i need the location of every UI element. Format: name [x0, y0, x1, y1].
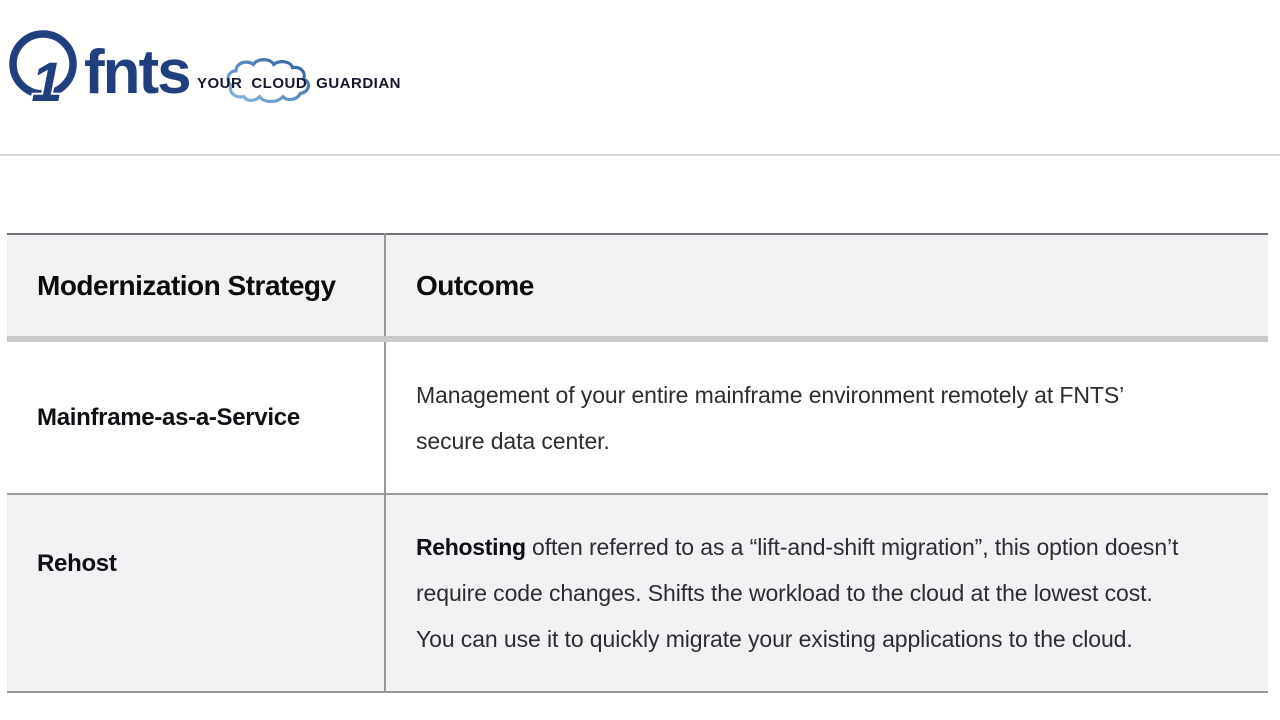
brand-tagline: [197, 74, 401, 98]
strategy-cell-rehost: Rehost: [7, 494, 385, 692]
header-cell-outcome: Outcome: [385, 234, 1268, 339]
outcome-line: Management of your entire mainframe environment remotely at FNTS’: [416, 381, 1125, 408]
tagline-cloud: CLOUD: [251, 75, 308, 92]
outcome-cell-mainframe: [385, 339, 1268, 494]
outcome-line: secure data center.: [416, 427, 610, 454]
outcome-line-text: often referred to as a “lift-and-shift migration”, this option doesn’t: [525, 534, 1179, 560]
tagline-guardian: GUARDIAN: [316, 75, 402, 92]
table-row: [7, 339, 1268, 494]
outcome-bold-term: Rehosting: [416, 534, 526, 560]
svg-text:1: 1: [31, 50, 63, 113]
outcome-cell-rehost: [385, 494, 1268, 692]
outcome-line: You can use it to quickly migrate your existing applications to the cloud.: [416, 626, 1133, 652]
brand-wordmark: fnts: [84, 38, 190, 107]
tagline-your: YOUR: [197, 75, 243, 92]
table-header-row: [7, 234, 1268, 339]
outcome-line: [416, 524, 1234, 570]
fnts-circle-one-icon: [8, 30, 78, 113]
outcome-line: require code changes. Shifts the workload to the cloud at the lowest cost.: [416, 580, 1153, 606]
brand-logo[interactable]: [8, 28, 408, 114]
strategy-cell-mainframe: Mainframe-as-a-Service: [7, 339, 385, 494]
header-cell-strategy: Modernization Strategy: [7, 234, 385, 339]
modernization-strategy-table: [7, 233, 1268, 693]
header-divider: [0, 154, 1280, 156]
table-row: [7, 494, 1268, 692]
